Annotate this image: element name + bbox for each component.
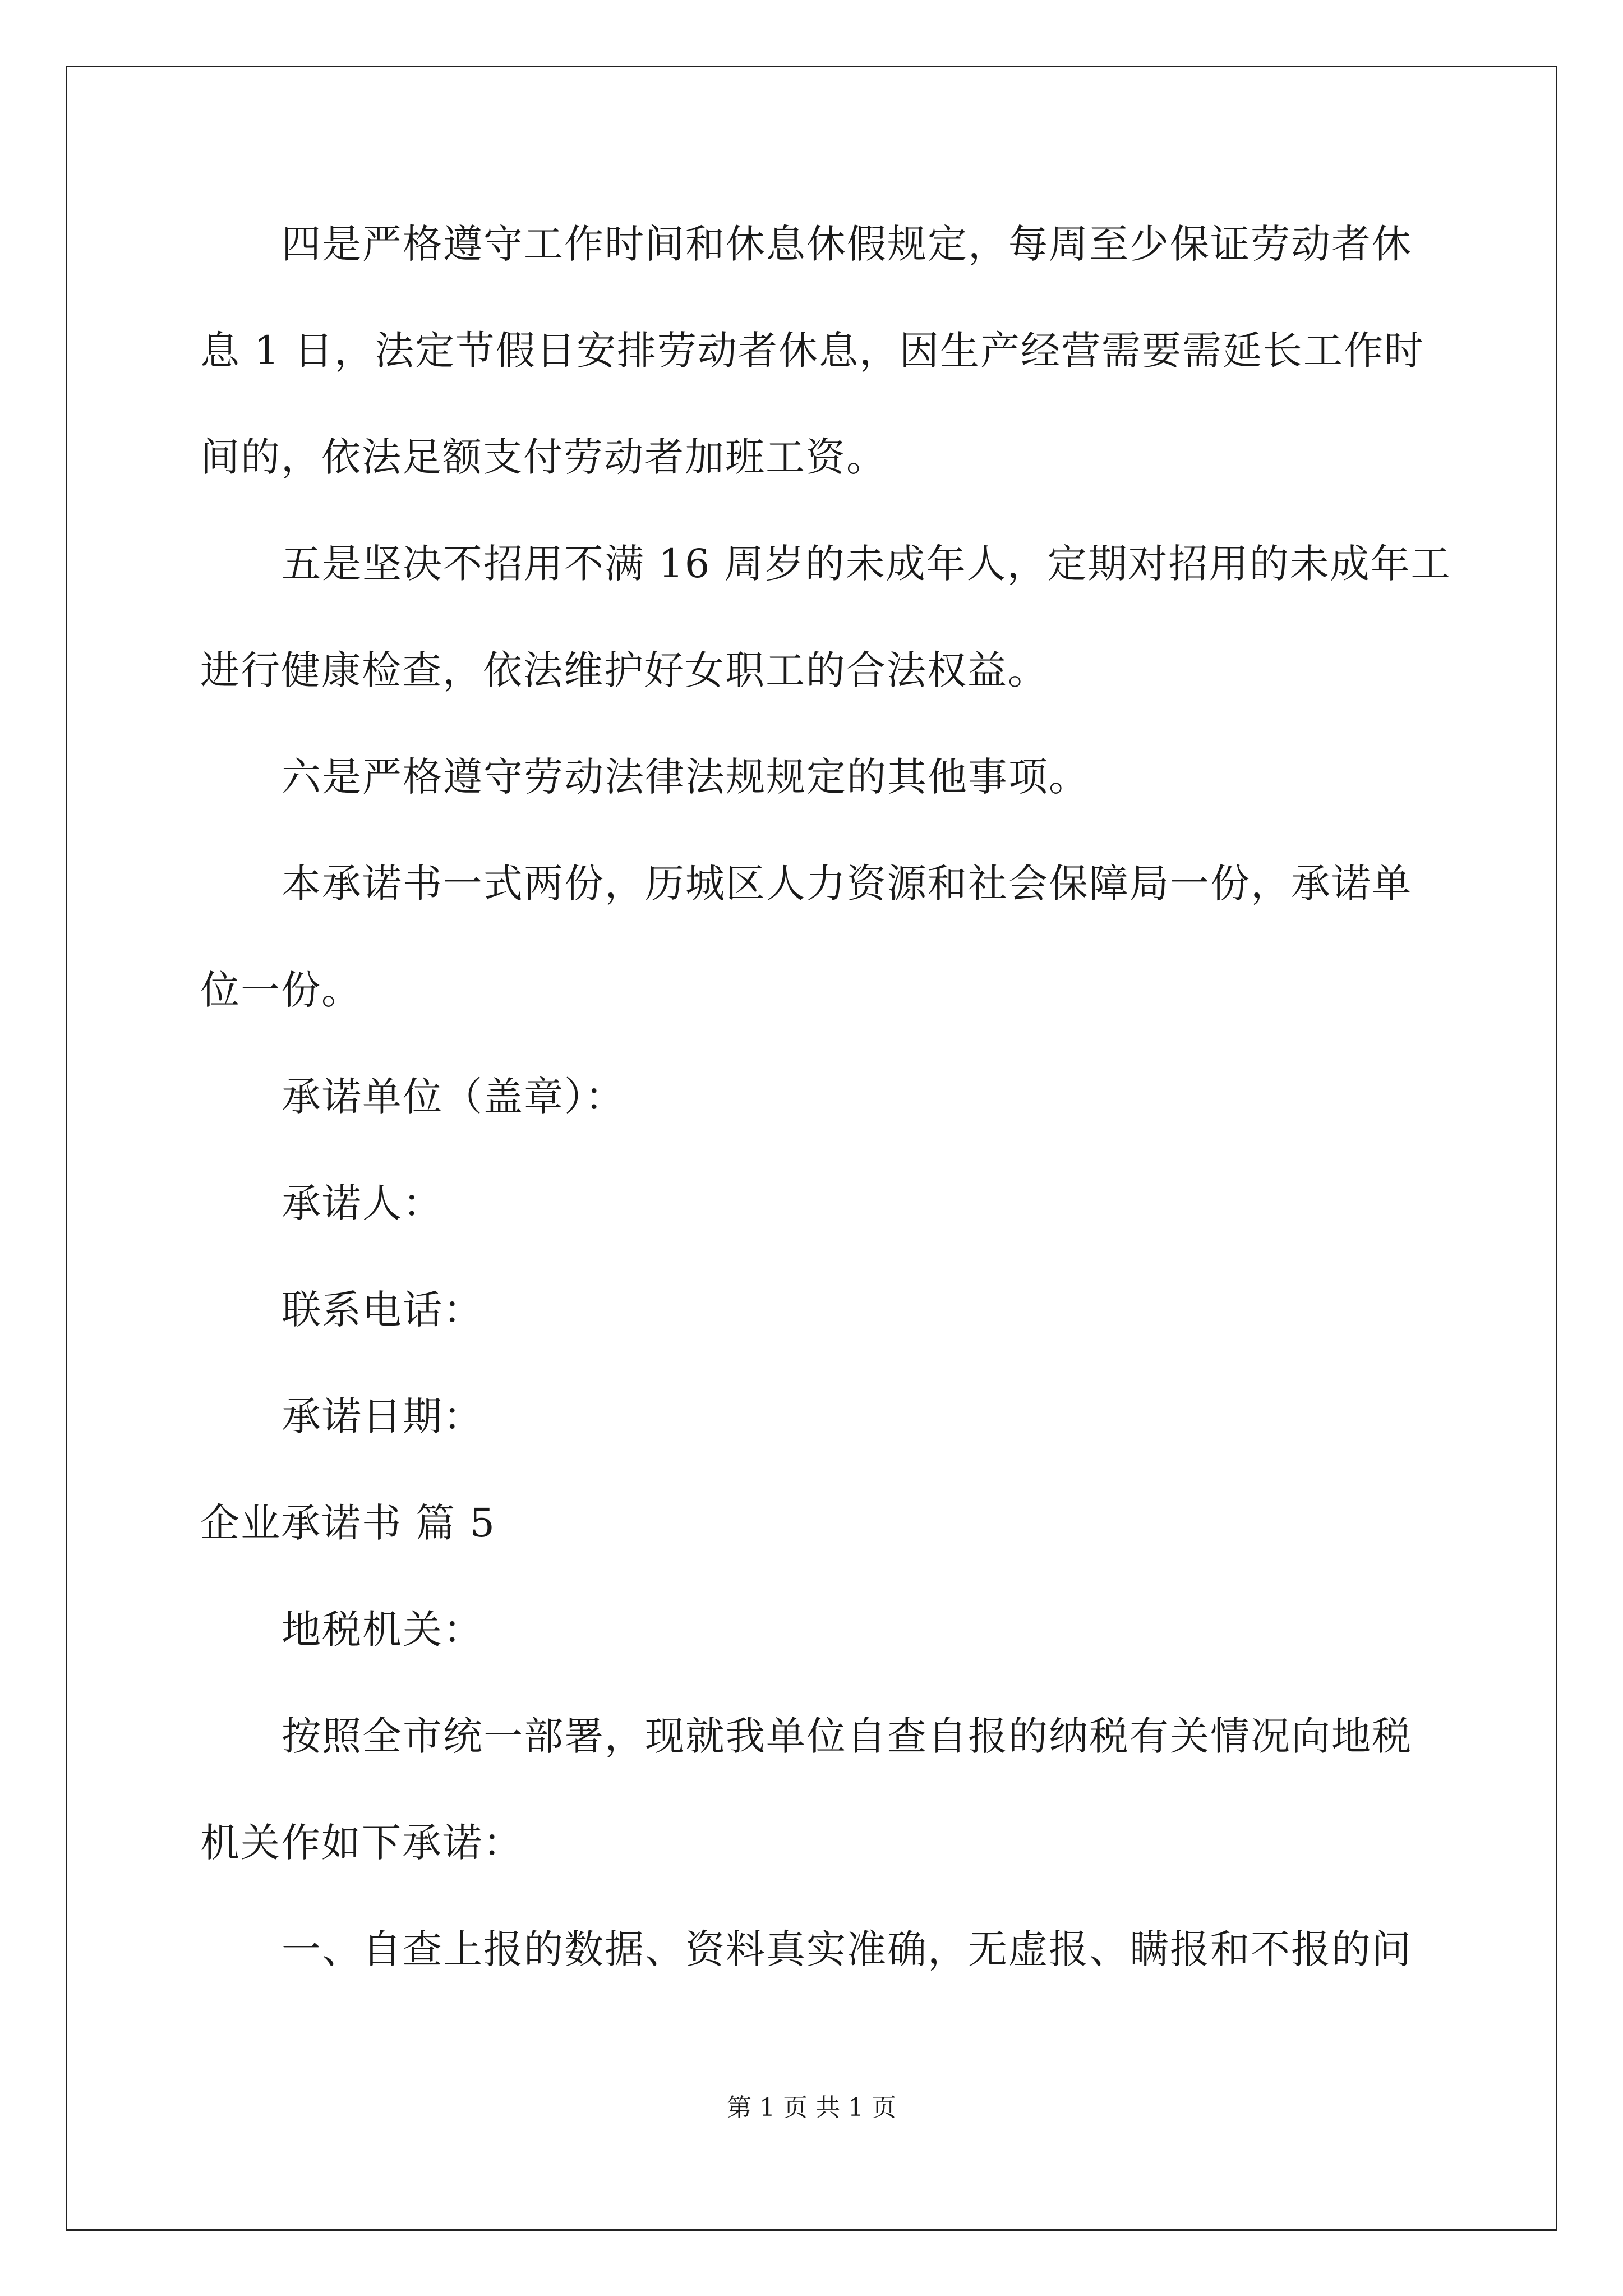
paragraph-line: 机关作如下承诺： [200,1820,523,1866]
paragraph-line: 位一份。 [200,967,362,1013]
signature-unit-line: 承诺单位（盖章）： [282,1074,625,1120]
salutation-line: 地税机关： [282,1607,483,1653]
paragraph-line: 间的，依法足额支付劳动者加班工资。 [200,434,887,480]
paragraph-line: 本承诺书一式两份，历城区人力资源和社会保障局一份，承诺单 [282,861,1412,907]
signature-person-line: 承诺人： [282,1180,443,1226]
document-body [200,213,1451,2025]
signature-phone-line: 联系电话： [282,1287,483,1333]
paragraph-line: 按照全市统一部署，现就我单位自查自报的纳税有关情况向地税 [282,1713,1412,1759]
section-heading: 企业承诺书 篇 5 [200,1500,496,1546]
paragraph-line: 四是严格遵守工作时间和休息休假规定，每周至少保证劳动者休 [282,221,1412,267]
paragraph-line: 六是严格遵守劳动法律法规规定的其他事项。 [282,754,1089,800]
paragraph-line: 五是坚决不招用不满 16 周岁的未成年人，定期对招用的未成年工 [282,541,1451,587]
page-footer: 第 1 页 共 1 页 [727,2093,896,2122]
signature-date-line: 承诺日期： [282,1393,483,1439]
paragraph-line: 息 1 日，法定节假日安排劳动者休息，因生产经营需要需延长工作时 [200,328,1425,374]
paragraph-line: 一、自查上报的数据、资料真实准确，无虚报、瞒报和不报的问 [282,1926,1412,1972]
paragraph-line: 进行健康检查，依法维护好女职工的合法权益。 [200,647,1048,693]
